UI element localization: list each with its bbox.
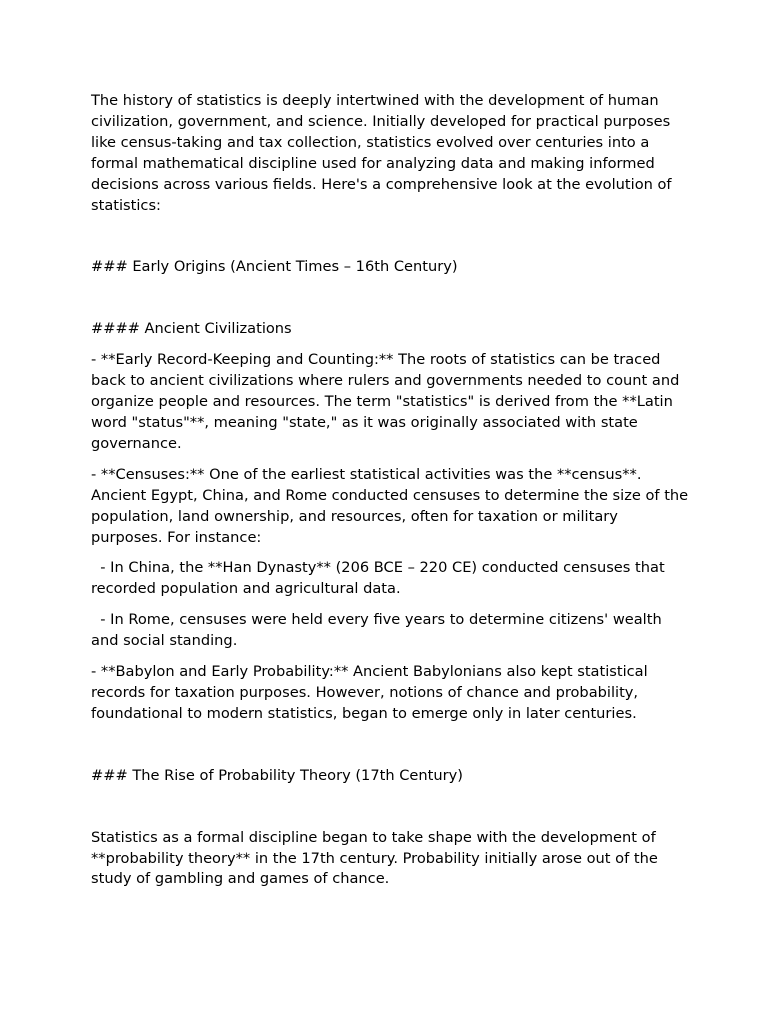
subheading-ancient-civilizations: #### Ancient Civilizations: [91, 320, 292, 338]
paragraph-probability-intro: Statistics as a formal discipline began to take shape with the development of **probability theory** in the 17th century. Probability initially arose out of the study of gambling and games of chance.: [91, 828, 663, 888]
document-page: [91, 91, 691, 890]
heading-probability-theory: ### The Rise of Probability Theory (17th Century): [91, 766, 463, 784]
paragraph-censuses: - **Censuses:** One of the earliest statistical activities was the **census**. Ancient Egypt, China, and Rome conducted censuses to determine the size of the population, land ownership, and resources, often for taxation or military purposes. For instance:: [91, 465, 693, 546]
intro-paragraph: The history of statistics is deeply intertwined with the development of human civilization, government, and science. Initially developed for practical purposes like census-taking and tax collection, statistics evolved over centuries into a formal mathematical discipline used for analyzing data and making informed decisions across various fields. Here's a comprehensive look at the evolution of statistics:: [91, 92, 677, 214]
heading-early-origins: ### Early Origins (Ancient Times – 16th Century): [91, 258, 458, 276]
paragraph-record-keeping: - **Early Record-Keeping and Counting:** The roots of statistics can be traced back to ancient civilizations where rulers and governments needed to count and organize people and resources. The term "statistics" is derived from the **Latin word "status"**, meaning "state," as it was originally associated with state governance.: [91, 351, 684, 452]
paragraph-babylon: - **Babylon and Early Probability:** Ancient Babylonians also kept statistical records for taxation purposes. However, notions of chance and probability, foundational to modern statistics, began to emerge only in later centuries.: [91, 663, 653, 722]
paragraph-rome-census: - In Rome, censuses were held every five years to determine citizens' wealth and social standing.: [91, 611, 667, 650]
paragraph-china-census: - In China, the **Han Dynasty** (206 BCE – 220 CE) conducted censuses that recorded population and agricultural data.: [91, 559, 670, 598]
